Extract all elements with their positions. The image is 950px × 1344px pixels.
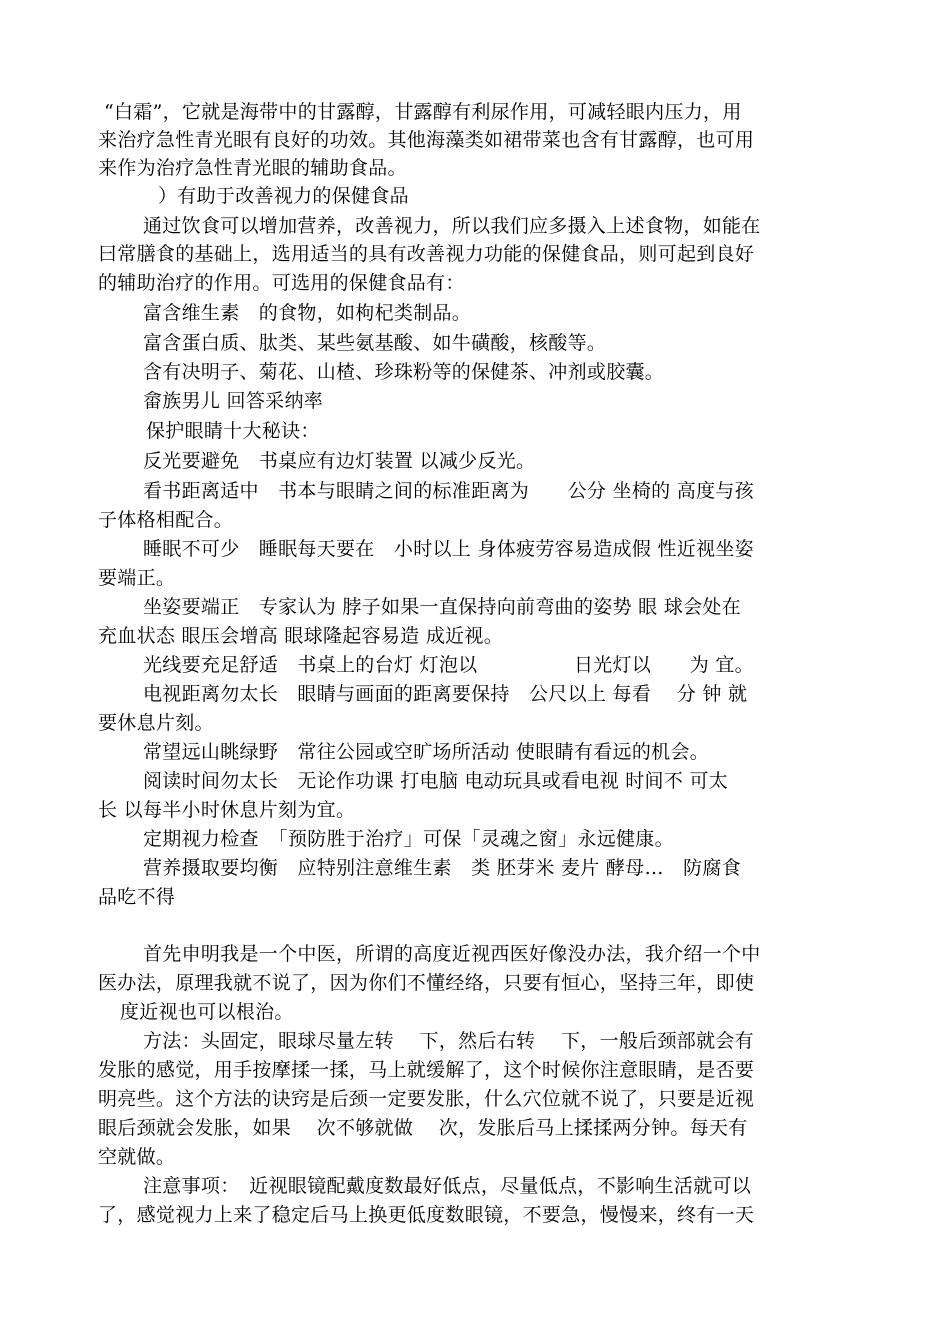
text-line-36: 空就做。 [98,1146,176,1168]
text-line-22: 要休息片刻。 [98,712,214,734]
text-line-6: 曰常膳食的基础上，选用适当的具有改善视力功能的保健食品，则可起到良好 [98,243,755,265]
text-line-4: ）有助于改善视力的保健食品 [158,185,409,207]
text-line-8: 富含维生素 的食物，如枸杞类制品。 [143,302,472,324]
text-line-10: 含有决明子、菊花、山楂、珍珠粉等的保健茶、冲剂或胶囊。 [143,361,665,383]
text-line-3: 来作为治疗急性青光眼的辅助食品。 [98,157,407,179]
text-line-13: 反光要避免 书桌应有边灯装置 以减少反光。 [143,450,536,472]
text-line-12: 保护眼睛十大秘诀： [146,420,320,442]
text-line-7: 的辅助治疗的作用。可选用的保健食品有： [98,272,465,294]
text-line-18: 坐姿要端正 专家认为 脖子如果一直保持向前弯曲的姿势 眼 球会处在 [143,596,742,618]
text-line-34: 明亮些。这个方法的诀窍是后颈一定要发胀，什么穴位就不说了，只要是近视 [98,1088,755,1110]
text-line-33: 发胀的感觉，用手按摩揉一揉，马上就缓解了，这个时候你注意眼睛，是否要 [98,1059,755,1081]
text-line-19: 充血状态 眼压会增高 眼球隆起容易造 成近视。 [98,625,504,647]
text-line-30: 医办法，原理我就不说了，因为你们不懂经络，只要有恒心，坚持三年，即使 [98,972,755,994]
text-line-32: 方法：头固定，眼球尽量左转 下，然后右转 下，一般后颈部就会有 [143,1030,754,1052]
text-line-5: 通过饮食可以增加营养，改善视力，所以我们应多摄入上述食物，如能在 [143,215,761,237]
text-line-11: 畲族男儿 回答采纳率 [143,390,324,412]
text-line-14: 看书距离适中 书本与眼睛之间的标准距离为 公分 坐椅的 高度与孩 [143,480,754,502]
text-line-24: 阅读时间勿太长 无论作功课 打电脑 电动玩具或看电视 时间不 可太 [143,770,729,792]
text-line-17: 要端正。 [98,567,176,589]
text-line-21: 电视距离勿太长 眼睛与画面的距离要保持 公尺以上 每看 分 钟 就 [143,683,748,705]
text-line-2: 来治疗急性青光眼有良好的功效。其他海藻类如裙带菜也含有甘露醇，也可用 [98,129,755,151]
text-line-37: 注意事项： 近视眼镜配戴度数最好低点，尽量低点，不影响生活就可以 [143,1175,752,1197]
text-line-20: 光线要充足舒适 书桌上的台灯 灯泡以 日光灯以 为 宜。 [143,654,754,676]
text-line-28: 品吃不得 [98,886,176,908]
text-line-25: 长 以每半小时休息片刻为宜。 [98,799,356,821]
text-line-23: 常望远山眺绿野 常往公园或空旷场所活动 使眼睛有看远的机会。 [143,741,710,763]
text-line-1: “白霜”，它就是海带中的甘露醇，甘露醇有利尿作用，可减轻眼内压力，用 [104,101,742,123]
text-line-35: 眼后颈就会发胀，如果 次不够就做 次，发胀后马上揉揉两分钟。每天有 [98,1117,748,1139]
text-line-31: 度近视也可以根治。 [120,1001,294,1023]
text-line-26: 定期视力检查 「预防胜于治疗」可保「灵魂之窗」永远健康。 [143,828,674,850]
text-line-38: 了，感觉视力上来了稳定后马上换更低度数眼镜，不要急，慢慢来，终有一天 [98,1204,755,1226]
text-line-15: 子体格相配合。 [98,509,234,531]
text-line-9: 富含蛋白质、肽类、某些氨基酸、如牛磺酸，核酸等。 [143,332,607,354]
text-line-16: 睡眠不可少 睡眠每天要在 小时以上 身体疲劳容易造成假 性近视坐姿 [143,538,754,560]
text-line-27: 营养摄取要均衡 应特别注意维生素 类 胚芽米 麦片 酵母… 防腐食 [143,857,742,879]
text-line-29: 首先申明我是一个中医，所谓的高度近视西医好像没办法，我介绍一个中 [143,943,761,965]
